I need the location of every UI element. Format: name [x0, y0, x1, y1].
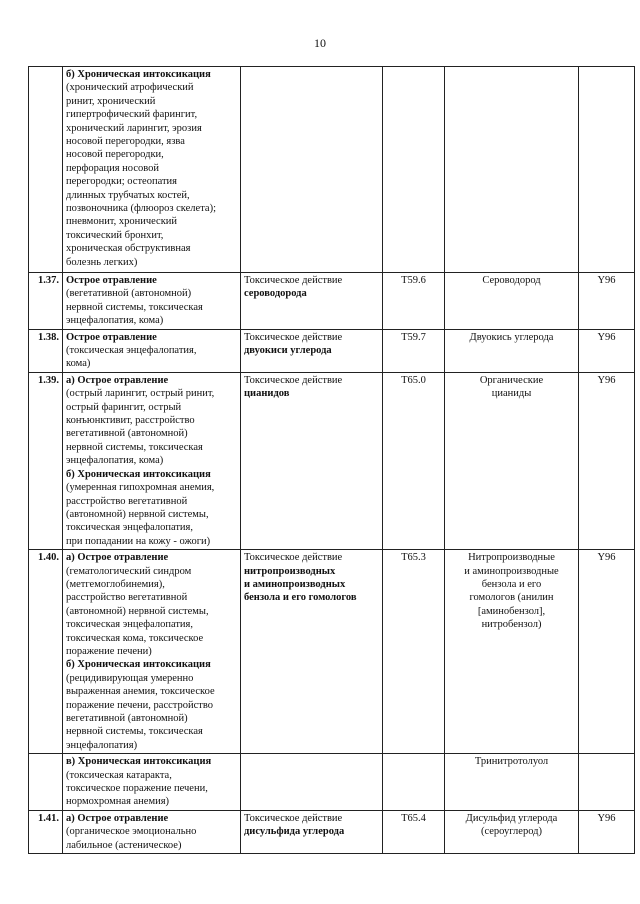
- detail-line: (умеренная гипохромная анемия,: [66, 482, 215, 494]
- factor-line: бензола и его: [481, 578, 542, 590]
- detail-line: (автономной) нервной системы,: [66, 508, 209, 520]
- factor-line: гомологов (анилин: [469, 592, 554, 604]
- detail-line: расстройство вегетативной: [66, 592, 188, 604]
- icd-code: T59.6: [383, 273, 445, 330]
- icd-code-cell: [383, 67, 445, 273]
- disease-table: [28, 66, 635, 854]
- effect-text: Токсическое действие: [244, 275, 343, 286]
- disease-cell: [63, 372, 241, 549]
- disease-cell: [63, 754, 241, 811]
- disease-details: [66, 387, 237, 467]
- disease-label: б) Хроническая интоксикация: [66, 659, 211, 671]
- disease-label: б) Хроническая интоксикация: [66, 69, 211, 80]
- list-code-cell: [579, 67, 635, 273]
- disease-label: Острое отравление: [66, 275, 157, 286]
- icd-code: T59.7: [383, 329, 445, 372]
- effect-cell: [241, 329, 383, 372]
- table-row: [29, 329, 635, 372]
- detail-line: кома): [66, 358, 91, 370]
- disease-details: [66, 825, 237, 852]
- icd-code-cell: [383, 754, 445, 811]
- disease-details: [66, 672, 237, 752]
- detail-line: перфорация носовой: [66, 162, 159, 174]
- disease-details: [66, 769, 237, 809]
- list-code: Y96: [579, 329, 635, 372]
- detail-line: энцефалопатия): [66, 739, 138, 751]
- row-number: 1.40.: [29, 550, 63, 754]
- row-number: 1.37.: [29, 273, 63, 330]
- disease-details: [66, 81, 237, 269]
- detail-line: токсическая энцефалопатия,: [66, 522, 193, 534]
- row-number: 1.41.: [29, 810, 63, 853]
- factor-line: Двуокись углерода: [469, 331, 554, 343]
- table-body: [29, 67, 635, 854]
- detail-line: гипертрофический фарингит,: [66, 109, 198, 121]
- detail-line: (метгемоглобинемия),: [66, 578, 165, 590]
- detail-line: пневмонит, хронический: [66, 216, 178, 228]
- row-number: 1.38.: [29, 329, 63, 372]
- effect-substance: дисульфида углерода: [244, 826, 345, 838]
- table-row: [29, 550, 635, 754]
- disease-cell: [63, 810, 241, 853]
- factor-cell: [445, 810, 579, 853]
- effect-substance: двуокиси углерода: [244, 345, 332, 357]
- detail-line: токсическая кома, токсическое: [66, 632, 204, 644]
- detail-line: (вегетативной (автономной): [66, 288, 192, 300]
- factor-line: нитробензол): [481, 619, 542, 631]
- factor-line: Органические: [479, 374, 544, 386]
- detail-line: длинных трубчатых костей,: [66, 189, 190, 201]
- detail-line: (автономной) нервной системы,: [66, 605, 209, 617]
- detail-line: болезнь легких): [66, 256, 138, 268]
- disease-details: [66, 481, 237, 548]
- detail-line: энцефалопатия, кома): [66, 455, 164, 467]
- detail-line: при попадании на кожу - ожоги): [66, 535, 211, 547]
- detail-line: перегородки; остеопатия: [66, 176, 178, 188]
- icd-code: T65.0: [383, 372, 445, 549]
- disease-label: а) Острое отравление: [66, 552, 169, 564]
- effect-substance: и аминопроизводных: [244, 578, 346, 590]
- detail-line: хроническая обструктивная: [66, 243, 191, 255]
- table-row: [29, 273, 635, 330]
- disease-label: в) Хроническая интоксикация: [66, 756, 212, 768]
- disease-cell: [63, 273, 241, 330]
- effect-cell: [241, 67, 383, 273]
- detail-line: (органическое эмоционально: [66, 826, 197, 838]
- effect-substance: нитропроизводных: [244, 565, 336, 577]
- detail-line: вегетативной (автономной): [66, 713, 188, 724]
- factor-line: Нитропроизводные: [468, 552, 555, 564]
- list-code: Y96: [579, 550, 635, 754]
- disease-label: а) Острое отравление: [66, 374, 169, 386]
- disease-cell: [63, 550, 241, 754]
- factor-cell: [445, 754, 579, 811]
- page-number: 10: [314, 36, 326, 50]
- detail-line: токсическое поражение печени,: [66, 783, 208, 795]
- factor-line: Тринитротолуол: [474, 756, 549, 768]
- detail-line: (токсическая катаракта,: [66, 769, 172, 781]
- effect-text: Токсическое действие: [244, 812, 343, 824]
- detail-line: лабильное (астеническое): [66, 839, 182, 851]
- list-code-cell: [579, 754, 635, 811]
- list-code: Y96: [579, 810, 635, 853]
- detail-line: поражение печени): [66, 645, 152, 657]
- effect-cell: [241, 273, 383, 330]
- detail-line: нервной системы, токсическая: [66, 441, 203, 453]
- detail-line: нервной системы, токсическая: [66, 301, 203, 313]
- effect-cell: [241, 550, 383, 754]
- detail-line: острый фарингит, острый: [66, 401, 182, 413]
- factor-line: [аминобензол],: [477, 605, 546, 617]
- effect-substance: бензола и его гомологов: [244, 592, 357, 604]
- detail-line: носовой перегородки, язва: [66, 136, 185, 148]
- disease-details: [66, 287, 237, 327]
- row-number: 1.39.: [29, 372, 63, 549]
- detail-line: энцефалопатия, кома): [66, 315, 164, 327]
- effect-cell: [241, 810, 383, 853]
- detail-line: хронический ларингит, эрозия: [66, 122, 202, 134]
- detail-line: поражение печени, расстройство: [66, 699, 213, 711]
- factor-line: Дисульфид углерода: [465, 812, 558, 824]
- icd-code: T65.4: [383, 810, 445, 853]
- effect-text: Токсическое действие: [244, 374, 343, 386]
- detail-line: носовой перегородки,: [66, 149, 164, 161]
- detail-line: (острый ларингит, острый ринит,: [66, 388, 215, 400]
- detail-line: выраженная анемия, токсическое: [66, 686, 215, 698]
- detail-line: расстройство вегетативной: [66, 495, 188, 507]
- detail-line: ринит, хронический: [66, 95, 156, 107]
- disease-label: б) Хроническая интоксикация: [66, 468, 211, 480]
- list-code: Y96: [579, 372, 635, 549]
- list-code: Y96: [579, 273, 635, 330]
- table-row: [29, 810, 635, 853]
- factor-cell: [445, 67, 579, 273]
- disease-details: [66, 344, 237, 371]
- factor-line: цианиды: [491, 388, 532, 400]
- table-row: [29, 754, 635, 811]
- detail-line: позвоночника (флюороз скелета);: [66, 203, 216, 215]
- detail-line: нервной системы, токсическая: [66, 726, 203, 738]
- effect-substance: сероводорода: [244, 288, 307, 300]
- detail-line: токсический бронхит,: [66, 229, 164, 241]
- effect-cell: [241, 754, 383, 811]
- disease-details: [66, 565, 237, 659]
- icd-code: T65.3: [383, 550, 445, 754]
- effect-substance: цианидов: [244, 388, 290, 400]
- factor-line: Сероводород: [482, 275, 541, 286]
- factor-line: (сероуглерод): [480, 826, 542, 838]
- table-row: [29, 372, 635, 549]
- disease-label: а) Острое отравление: [66, 812, 169, 824]
- row-number: [29, 67, 63, 273]
- factor-cell: [445, 372, 579, 549]
- detail-line: (хронический атрофический: [66, 82, 194, 94]
- disease-label: Острое отравление: [66, 331, 157, 343]
- row-number: [29, 754, 63, 811]
- factor-cell: [445, 273, 579, 330]
- detail-line: конъюнктивит, расстройство: [66, 415, 195, 427]
- disease-cell: [63, 329, 241, 372]
- factor-cell: [445, 329, 579, 372]
- disease-cell: [63, 67, 241, 273]
- table-row: [29, 67, 635, 273]
- detail-line: токсическая энцефалопатия,: [66, 619, 193, 631]
- detail-line: (гематологический синдром: [66, 565, 192, 577]
- detail-line: (рецидивирующая умеренно: [66, 672, 194, 684]
- factor-line: и аминопроизводные: [464, 565, 559, 577]
- factor-cell: [445, 550, 579, 754]
- detail-line: нормохромная анемия): [66, 796, 170, 808]
- detail-line: (токсическая энцефалопатия,: [66, 345, 197, 357]
- detail-line: вегетативной (автономной): [66, 428, 188, 440]
- effect-cell: [241, 372, 383, 549]
- effect-text: Токсическое действие: [244, 331, 343, 343]
- effect-text: Токсическое действие: [244, 552, 343, 564]
